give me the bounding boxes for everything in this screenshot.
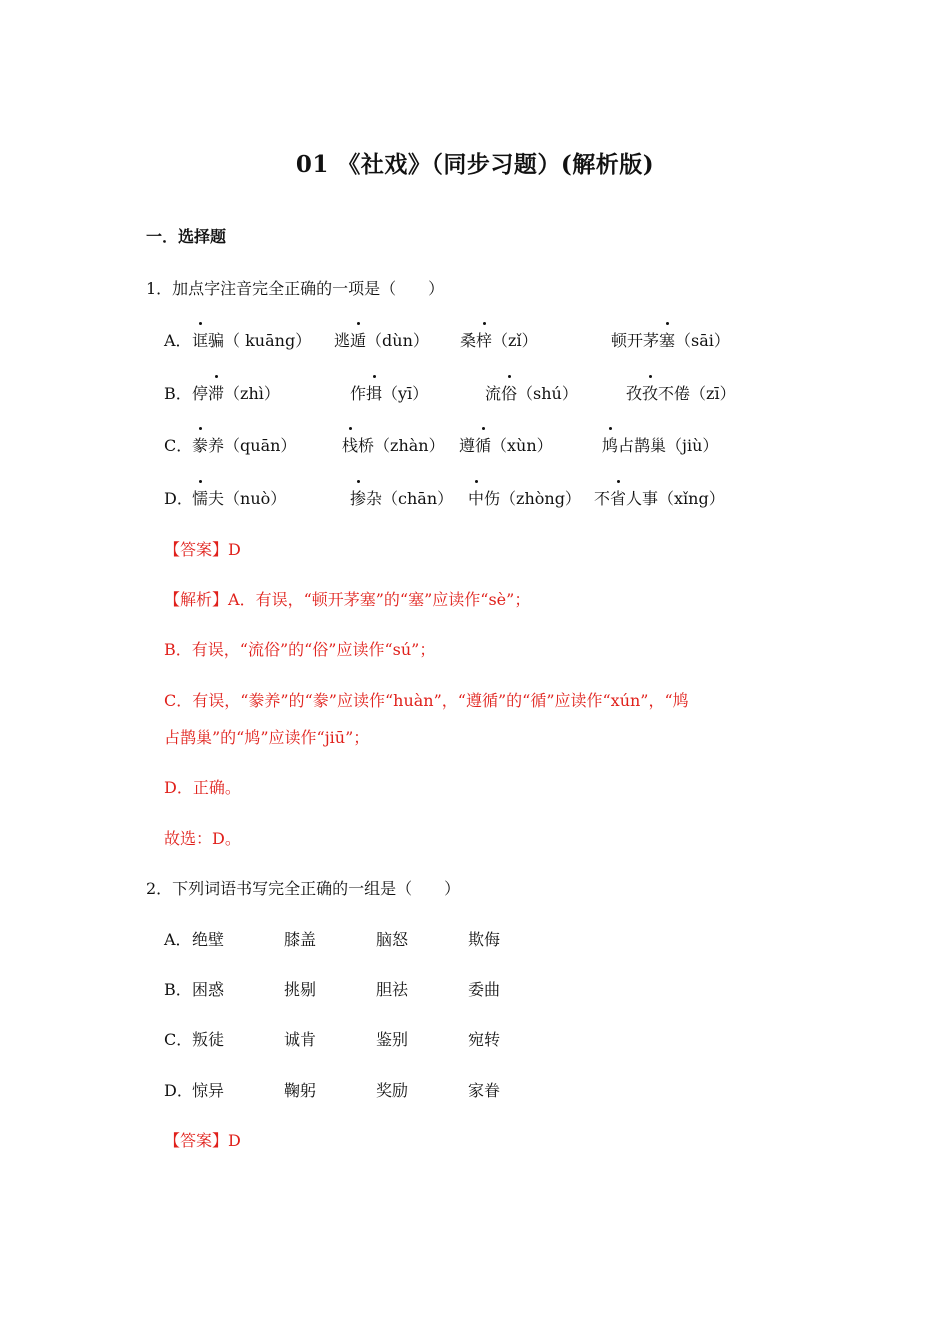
option-word: 家眷	[468, 1081, 501, 1100]
option-word: 鞠躬	[284, 1081, 317, 1100]
option-word: 胆祛	[376, 980, 409, 999]
dotted-char: 鸠	[602, 433, 618, 456]
option-label: A．	[164, 331, 192, 350]
option-label: D．	[164, 489, 193, 508]
option-label: C．	[164, 1030, 193, 1049]
dotted-char: 省	[610, 486, 626, 509]
option-word: 委曲	[468, 980, 501, 999]
dotted-char: 孜	[642, 381, 658, 404]
question-1-analysis-line-4: 占鹊巢”的“鸠”应读作“jiū”；	[164, 728, 370, 747]
question-2-answer	[164, 1128, 241, 1151]
option-item: 遵循（xùn）	[459, 433, 553, 456]
option-item: 栈桥（zhàn）	[342, 433, 445, 456]
option-item: 中伤（zhòng）	[468, 486, 581, 509]
option-word: 奖励	[376, 1081, 409, 1100]
option-word: 挑剔	[284, 980, 317, 999]
option-item: 顿开茅塞（sāi）	[611, 328, 730, 351]
option-item: 掺杂（chān）	[350, 486, 453, 509]
option-item: 流俗（shú）	[485, 381, 578, 404]
dotted-char: 俗	[501, 381, 517, 404]
dotted-char: 懦	[192, 486, 208, 509]
dotted-char: 诓	[192, 328, 208, 351]
section-heading: 一．选择题	[146, 227, 227, 246]
question-1-analysis-line-5: D．正确。	[164, 778, 241, 797]
dotted-char: 梓	[476, 328, 492, 351]
dotted-char: 豢	[192, 433, 208, 456]
option-word: 欺侮	[468, 930, 501, 949]
question-2-stem: 2．下列词语书写完全正确的一组是（ ）	[146, 879, 461, 898]
question-1-answer	[164, 537, 241, 560]
option-item: 豢养（quān）	[192, 433, 296, 456]
option-label: C．	[164, 436, 193, 455]
option-word: 困惑	[192, 980, 225, 999]
option-item: 桑梓（zǐ）	[460, 328, 538, 351]
option-word: 叛徒	[192, 1030, 225, 1049]
option-label: B．	[164, 980, 192, 999]
option-item: 诓骗（ kuāng）	[192, 328, 311, 351]
option-word: 绝壁	[192, 930, 225, 949]
dotted-char: 揖	[366, 381, 382, 404]
option-item: 停滞（zhì）	[192, 381, 280, 404]
option-item: 鸠占鹊巢（jiù）	[602, 433, 718, 456]
question-1-analysis-line-6: 故选：D。	[164, 829, 241, 848]
question-1-analysis-line-2: B．有误，“流俗”的“俗”应读作“sú”；	[164, 640, 436, 659]
answer-value: D	[228, 540, 241, 559]
dotted-char: 中	[468, 486, 484, 509]
dotted-char: 滞	[208, 381, 224, 404]
option-word: 脑怒	[376, 930, 409, 949]
option-item: 逃遁（dùn）	[334, 328, 429, 351]
dotted-char: 掺	[350, 486, 366, 509]
option-label: D．	[164, 1081, 193, 1100]
option-item: 孜孜不倦（zī）	[626, 381, 736, 404]
question-1-stem: 1．加点字注音完全正确的一项是（ ）	[146, 279, 445, 298]
option-word: 鉴别	[376, 1030, 409, 1049]
answer-tag: 【答案】	[164, 1131, 229, 1150]
dotted-char: 遁	[350, 328, 366, 351]
analysis-tag: 【解析】	[164, 590, 229, 609]
option-item: 懦夫（nuò）	[192, 486, 286, 509]
option-label: A．	[164, 930, 192, 949]
answer-tag: 【答案】	[164, 540, 229, 559]
option-item: 不省人事（xǐng）	[594, 486, 725, 509]
option-word: 宛转	[468, 1030, 501, 1049]
option-word: 惊异	[192, 1081, 225, 1100]
dotted-char: 循	[475, 433, 491, 456]
option-label: B．	[164, 384, 192, 403]
dotted-char: 塞	[659, 328, 675, 351]
option-word: 诚肯	[284, 1030, 317, 1049]
answer-value: D	[228, 1131, 241, 1150]
question-1-analysis-line-3: C．有误，“豢养”的“豢”应读作“huàn”，“遵循”的“循”应读作“xún”，“鸠	[164, 691, 689, 710]
option-word: 膝盖	[284, 930, 317, 949]
question-1-analysis-line-1: 【解析】A．有误，“顿开茅塞”的“塞”应读作“sè”；	[164, 590, 531, 609]
dotted-char: 栈	[342, 433, 358, 456]
option-item: 作揖（yī）	[350, 381, 428, 404]
page-title: 01 《社戏》（同步习题）(解析版)	[295, 151, 655, 178]
